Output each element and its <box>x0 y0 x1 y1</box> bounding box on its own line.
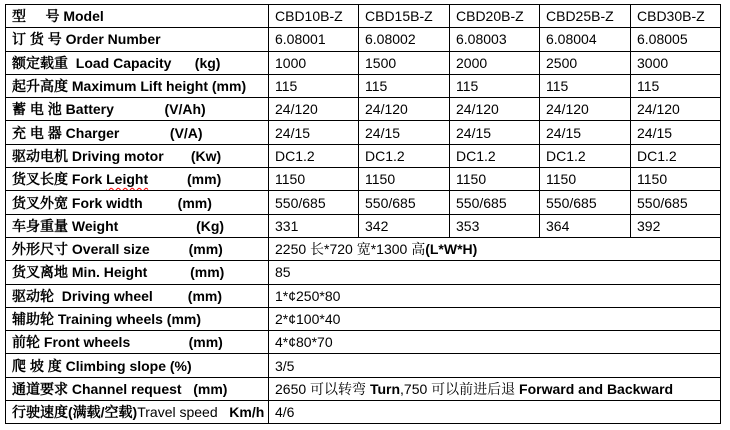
value-cell: 24/15 <box>269 121 359 144</box>
label-segment: 订 货 号 Order Number <box>12 31 161 48</box>
table-row <box>6 121 721 144</box>
row-label-cell <box>6 98 269 121</box>
value-cell: 2500 <box>540 51 631 74</box>
merged-value-cell <box>269 284 721 307</box>
value-segment: 4*¢80*70 <box>275 334 333 351</box>
value-cell: 6.08003 <box>450 28 540 51</box>
merged-value-cell <box>269 377 721 400</box>
value-segment: 4/6 <box>275 404 295 421</box>
value-cell: 392 <box>631 214 721 237</box>
label-segment: 通道要求 Channel request (mm) <box>12 380 228 397</box>
label-segment: 货叉外宽 Fork width (mm) <box>12 194 212 211</box>
table-row <box>6 307 721 330</box>
row-label-cell <box>6 284 269 307</box>
label-segment: 车身重量 Weight (Kg) <box>12 217 225 234</box>
value-cell: DC1.2 <box>631 144 721 167</box>
value-segment: 85 <box>275 264 291 281</box>
row-label-cell <box>6 354 269 377</box>
value-cell: 115 <box>450 74 540 97</box>
value-cell: 6.08002 <box>359 28 450 51</box>
label-segment: 额定载重 Load Capacity (kg) <box>12 54 221 71</box>
value-cell: CBD10B-Z <box>269 5 359 28</box>
value-cell: DC1.2 <box>359 144 450 167</box>
value-cell: 2000 <box>450 51 540 74</box>
table-row <box>6 74 721 97</box>
value-cell: 1150 <box>631 168 721 191</box>
value-cell: 342 <box>359 214 450 237</box>
table-row <box>6 261 721 284</box>
merged-value-cell <box>269 331 721 354</box>
table-row <box>6 377 721 400</box>
value-cell: DC1.2 <box>540 144 631 167</box>
label-segment: 货叉离地 Min. Height (mm) <box>12 264 225 281</box>
value-cell: 550/685 <box>631 191 721 214</box>
label-segment: 行驶速度(满载/空载) <box>12 404 138 421</box>
label-segment: 蓄 电 池 Battery (V/Ah) <box>12 101 206 118</box>
row-label-cell <box>6 168 269 191</box>
value-cell: 115 <box>269 74 359 97</box>
value-cell: 24/120 <box>631 98 721 121</box>
merged-value-cell <box>269 261 721 284</box>
value-cell: 1500 <box>359 51 450 74</box>
merged-value-cell <box>269 237 721 260</box>
value-cell: 6.08004 <box>540 28 631 51</box>
value-cell: 1150 <box>269 168 359 191</box>
table-row <box>6 5 721 28</box>
row-label-cell <box>6 331 269 354</box>
table-row <box>6 98 721 121</box>
label-segment: 充 电 器 Charger (V/A) <box>12 124 203 141</box>
label-segment: 外形尺寸 Overall size (mm) <box>12 241 223 258</box>
label-segment: 辅助轮 Training wheels (mm) <box>12 311 202 327</box>
table-row <box>6 354 721 377</box>
table-row <box>6 191 721 214</box>
value-segment: 3/5 <box>275 357 295 374</box>
value-cell: CBD30B-Z <box>631 5 721 28</box>
table-row <box>6 214 721 237</box>
value-cell: 1150 <box>540 168 631 191</box>
label-segment: 驱动轮 Driving wheel (mm) <box>12 287 223 304</box>
row-label-cell <box>6 121 269 144</box>
value-segment: Turn <box>369 380 401 397</box>
label-segment: Km/h <box>217 404 265 421</box>
label-segment: 起升高度 Maximum Lift height (mm) <box>12 78 247 95</box>
row-label-cell <box>6 214 269 237</box>
value-cell: 550/685 <box>450 191 540 214</box>
value-cell: 24/120 <box>269 98 359 121</box>
merged-value-cell <box>269 354 721 377</box>
row-label-cell <box>6 28 269 51</box>
label-segment: Travel speed <box>137 404 218 421</box>
value-segment: 2250 长*720 宽*1300 高 <box>275 241 426 258</box>
table-row <box>6 284 721 307</box>
row-label-cell <box>6 237 269 260</box>
merged-value-cell <box>269 307 721 330</box>
value-segment: 2*¢100*40 <box>275 311 341 327</box>
value-cell: 6.08005 <box>631 28 721 51</box>
row-label-cell <box>6 74 269 97</box>
value-cell: CBD25B-Z <box>540 5 631 28</box>
row-label-cell <box>6 51 269 74</box>
value-cell: 331 <box>269 214 359 237</box>
forklift-spec-table <box>5 4 721 424</box>
value-cell: 24/15 <box>450 121 540 144</box>
merged-value-cell <box>269 401 721 424</box>
label-segment: (mm) <box>148 171 222 188</box>
row-label-cell <box>6 5 269 28</box>
label-segment: 货叉长度 Fork <box>12 171 107 188</box>
value-cell: 550/685 <box>359 191 450 214</box>
value-cell: 24/120 <box>359 98 450 121</box>
value-cell: CBD15B-Z <box>359 5 450 28</box>
label-segment: 驱动电机 Driving motor (Kw) <box>12 147 222 164</box>
value-cell: 24/15 <box>540 121 631 144</box>
value-cell: 24/15 <box>631 121 721 144</box>
value-cell: 24/15 <box>359 121 450 144</box>
value-segment: (L*W*H) <box>425 241 478 258</box>
value-cell: DC1.2 <box>269 144 359 167</box>
value-cell: 550/685 <box>540 191 631 214</box>
spec-table-body <box>6 5 721 424</box>
value-cell: 115 <box>631 74 721 97</box>
value-segment: Forward and Backward <box>519 380 674 397</box>
value-cell: 24/120 <box>540 98 631 121</box>
value-cell: 24/120 <box>450 98 540 121</box>
value-cell: DC1.2 <box>450 144 540 167</box>
value-cell: 550/685 <box>269 191 359 214</box>
value-cell: 353 <box>450 214 540 237</box>
value-cell: CBD20B-Z <box>450 5 540 28</box>
misspelled-word: Leight <box>106 171 149 188</box>
value-cell: 1000 <box>269 51 359 74</box>
label-segment: 型 号 Model <box>12 8 104 25</box>
value-cell: 364 <box>540 214 631 237</box>
value-cell: 1150 <box>359 168 450 191</box>
row-label-cell <box>6 307 269 330</box>
value-cell: 115 <box>359 74 450 97</box>
value-cell: 115 <box>540 74 631 97</box>
label-segment: 爬 坡 度 Climbing slope (%) <box>12 357 192 374</box>
table-row <box>6 51 721 74</box>
table-row <box>6 168 721 191</box>
value-segment: 2650 可以转弯 <box>275 380 370 397</box>
table-row <box>6 401 721 424</box>
value-segment: ,750 可以前进后退 <box>400 380 520 397</box>
value-segment: 1*¢250*80 <box>275 287 341 304</box>
row-label-cell <box>6 261 269 284</box>
spec-table-container <box>5 4 721 424</box>
row-label-cell <box>6 191 269 214</box>
row-label-cell <box>6 144 269 167</box>
table-row <box>6 237 721 260</box>
value-cell: 1150 <box>450 168 540 191</box>
row-label-cell <box>6 401 269 424</box>
label-segment: 前轮 Front wheels (mm) <box>12 334 223 351</box>
value-cell: 6.08001 <box>269 28 359 51</box>
row-label-cell <box>6 377 269 400</box>
value-cell: 3000 <box>631 51 721 74</box>
table-row <box>6 28 721 51</box>
table-row <box>6 144 721 167</box>
table-row <box>6 331 721 354</box>
